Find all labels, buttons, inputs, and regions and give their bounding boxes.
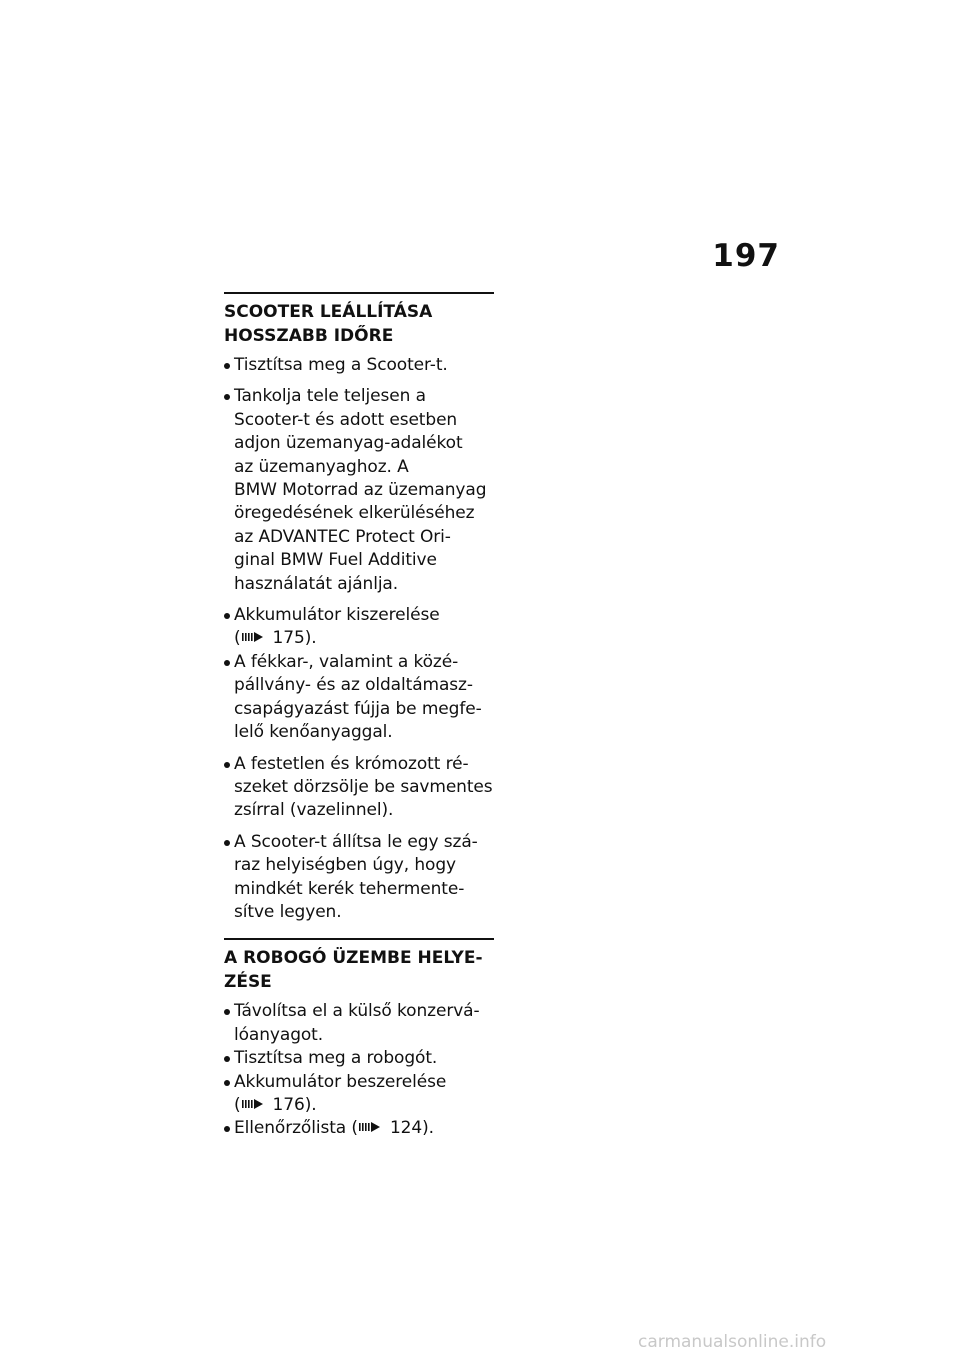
item-line: Tisztítsa meg a Scooter-t. [234, 355, 448, 375]
list-item [224, 1000, 494, 1047]
ref-open-paren: ( [234, 628, 241, 649]
item-line: használatát ajánlja. [234, 573, 399, 594]
section-heading [224, 946, 494, 994]
item-line: mindkét kerék tehermente- [234, 878, 465, 899]
ref-page-number: 175 [272, 628, 305, 649]
heading-line: A ROBOGÓ ÜZEMBE HELYE- [224, 948, 483, 969]
ref-close-paren: ). [304, 628, 317, 649]
page-reference-arrow-icon [358, 1120, 386, 1134]
list-item [224, 354, 494, 377]
section-return-to-service [224, 938, 494, 1140]
bullet-icon [224, 840, 230, 846]
bullet-icon [224, 394, 230, 400]
item-line: lóanyagot. [234, 1024, 324, 1045]
bullet-list [224, 1000, 494, 1140]
item-line: Akkumulátor kiszerelése [234, 605, 440, 626]
item-line: szeket dörzsölje be savmentes [234, 776, 493, 797]
section-heading [224, 300, 494, 348]
item-line: Scooter-t és adott esetben [234, 409, 458, 430]
item-line: sítve legyen. [234, 901, 342, 922]
item-line: lelő kenőanyaggal. [234, 722, 393, 743]
bullet-icon [224, 1080, 230, 1086]
list-item [224, 651, 494, 745]
content-column [224, 292, 494, 1155]
ref-open-paren: ( [234, 1094, 241, 1115]
item-line: az üzemanyaghoz. A [234, 456, 409, 477]
heading-line: ZÉSE [224, 972, 272, 993]
cross-reference-link[interactable] [234, 627, 494, 650]
ref-close-paren: ). [304, 1094, 317, 1115]
item-line: Tisztítsa meg a robogót. [234, 1048, 438, 1069]
page-number: 197 [712, 238, 780, 274]
item-line: adjon üzemanyag-adalékot [234, 433, 463, 454]
item-line [234, 1117, 494, 1140]
heading-line: HOSSZABB IDŐRE [224, 326, 394, 346]
item-line: A fékkar-, valamint a közé- [234, 651, 459, 672]
cross-reference-link[interactable] [234, 1094, 494, 1117]
page-reference-arrow-icon [241, 1097, 269, 1111]
bullet-icon [224, 1009, 230, 1015]
bullet-icon [224, 1126, 230, 1132]
item-line: Tankolja tele teljesen a [234, 386, 426, 407]
bullet-icon [224, 613, 230, 619]
list-item [224, 753, 494, 823]
section-divider [224, 292, 494, 294]
item-line: az ADVANTEC Protect Ori- [234, 526, 451, 547]
ref-page-number: 176 [272, 1094, 305, 1115]
item-line: ginal BMW Fuel Additive [234, 550, 437, 571]
item-line: BMW Motorrad az üzemanyag [234, 480, 487, 501]
watermark-footer: carmanualsonline.info [638, 1332, 827, 1352]
bullet-icon [224, 363, 230, 369]
section-storage [224, 292, 494, 924]
item-line: A festetlen és krómozott ré- [234, 753, 469, 774]
item-line: zsírral (vazelinnel). [234, 800, 394, 821]
bullet-icon [224, 660, 230, 666]
list-item [224, 604, 494, 651]
item-text: Ellenőrzőlista ( [234, 1118, 358, 1139]
list-item [224, 831, 494, 925]
item-line: raz helyiségben úgy, hogy [234, 855, 456, 876]
cross-reference-link[interactable] [358, 1118, 422, 1138]
item-line: csapágyazást fújja be megfe- [234, 698, 482, 719]
bullet-icon [224, 762, 230, 768]
list-item [224, 385, 494, 596]
list-item [224, 1117, 494, 1140]
ref-page-number: 124 [389, 1118, 423, 1139]
item-line: pállvány- és az oldaltámasz- [234, 675, 473, 696]
item-line: Akkumulátor beszerelése [234, 1071, 447, 1092]
heading-line: SCOOTER LEÁLLÍTÁSA [224, 302, 433, 322]
list-item [224, 1047, 494, 1070]
bullet-icon [224, 1056, 230, 1062]
item-line: Távolítsa el a külső konzervá- [234, 1001, 480, 1022]
ref-close-paren: ). [422, 1118, 434, 1139]
section-divider [224, 938, 494, 940]
bullet-list [224, 354, 494, 924]
item-line: öregedésének elkerüléséhez [234, 503, 475, 524]
item-line: A Scooter-t állítsa le egy szá- [234, 831, 478, 852]
list-item [224, 1071, 494, 1118]
page-reference-arrow-icon [241, 630, 269, 644]
